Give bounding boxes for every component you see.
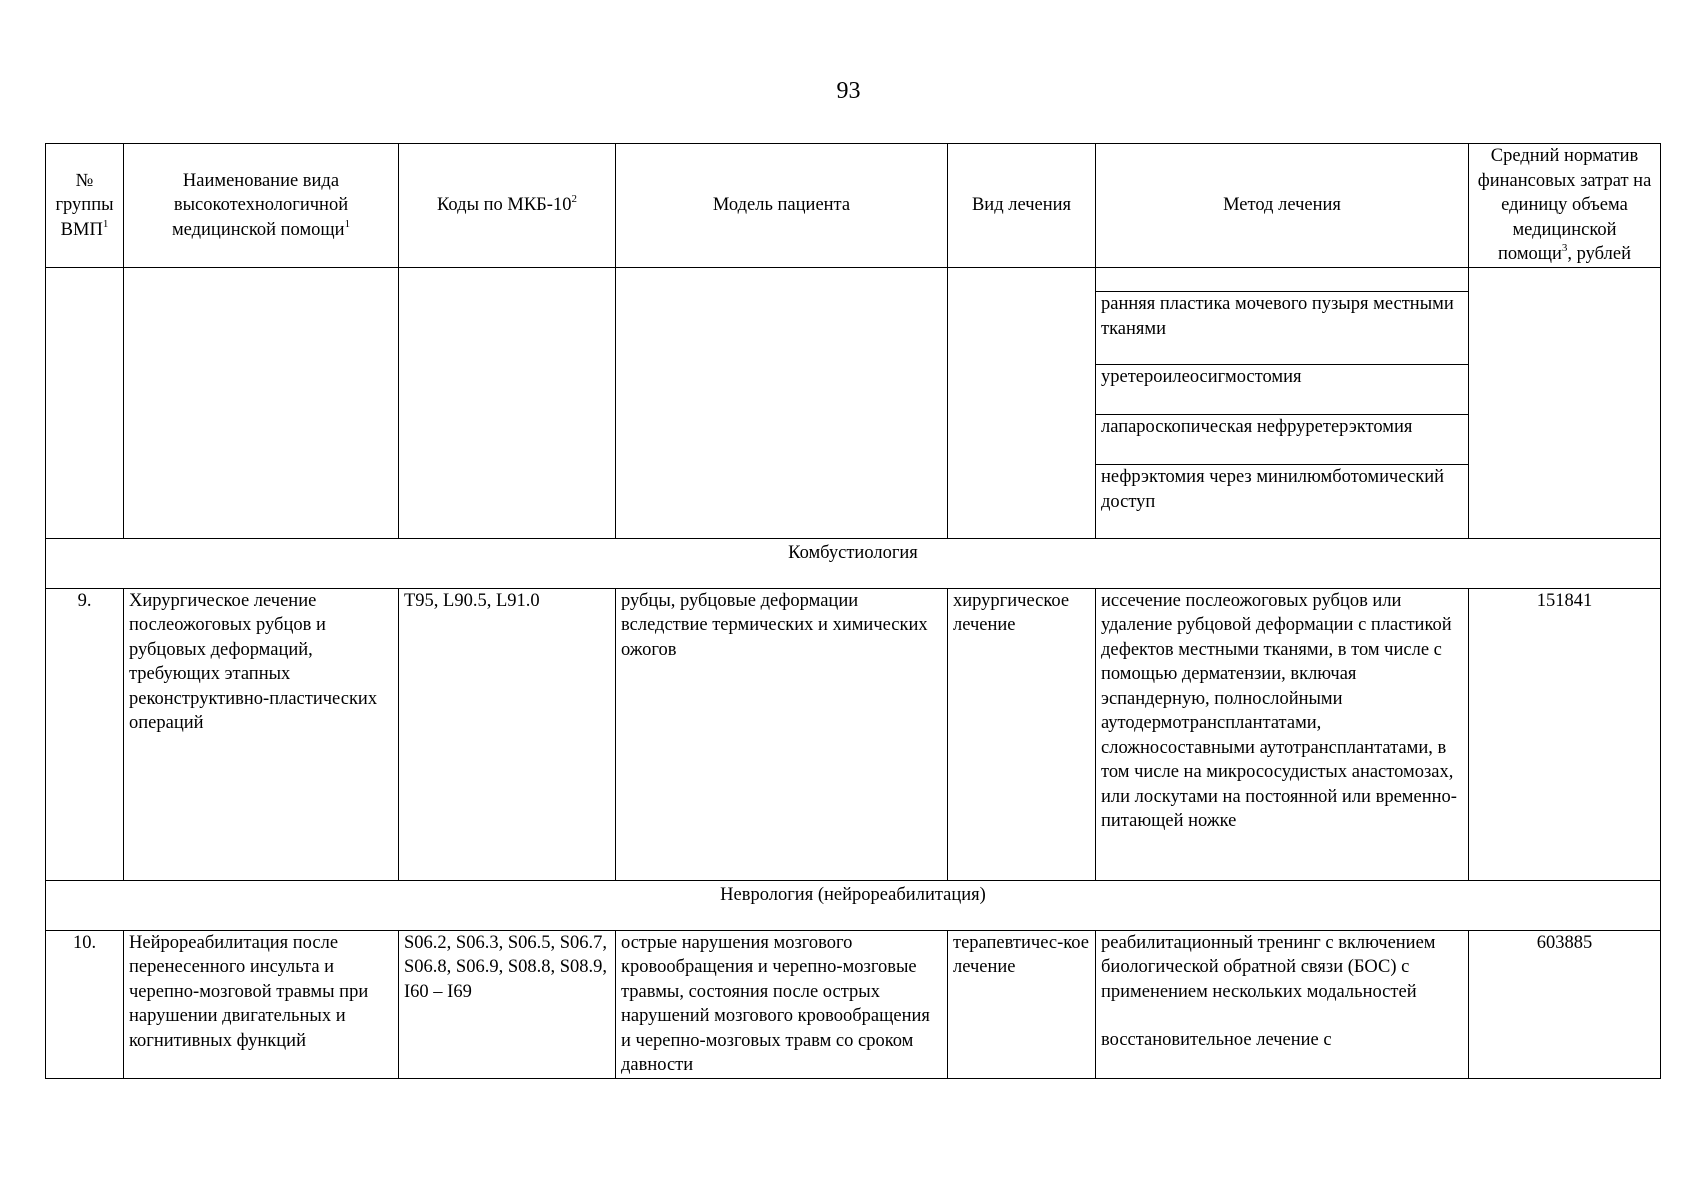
header-row [46,144,1661,268]
method-item: ранняя пластика мочевого пузыря местными тканями [1096,292,1468,365]
method-item: лапароскопическая нефруретерэктомия [1096,415,1468,465]
header-treatment-type: Вид лечения [948,144,1096,268]
row-cost: 151841 [1469,588,1661,880]
section-row [46,880,1661,930]
row-treatment-method: иссечение послеожоговых рубцов или удаление рубцовой деформации с пластикой дефектов местными тканями, в том числе с помощью дерматензии, включая эспандерную, полнослойными аутодермотрансплантатами, сложносоставными аутотрансплантатами, в том числе на микрососудистых анастомозах, или лоскутами на постоянной или временно-питающей ножке [1096,588,1469,880]
row-treatment-type: хирургическое лечение [948,588,1096,880]
row-vmp-name: Хирургическое лечение послеожоговых рубцов и рубцовых деформаций, требующих этапных реконструктивно-пластических операций [124,588,399,880]
header-patient-model: Модель пациента [616,144,948,268]
cell-empty [1469,267,1661,538]
row-treatment-type: терапевтичес-кое лечение [948,930,1096,1078]
method-text: восстановительное лечение с [1101,1030,1332,1050]
row-cost: 603885 [1469,930,1661,1078]
cell-empty [46,267,124,538]
section-title: Неврология (нейрореабилитация) [46,880,1661,930]
header-vmp-name: Наименование вида высокотехнологичной медицинской помощи$^1$ [124,144,399,268]
cell-empty [124,267,399,538]
method-item: нефрэктомия через минилюмботомический доступ [1101,467,1444,512]
section-title: Комбустиология [46,538,1661,588]
cell-empty [399,267,616,538]
continuation-methods-list [1096,268,1468,537]
row-patient-model: рубцы, рубцовые деформации вследствие термических и химических ожогов [616,588,948,880]
row-treatment-method [1096,930,1469,1078]
header-group-no: № группы ВМП$^1$ [46,144,124,268]
method-item: уретероилеосигмостомия [1096,365,1468,415]
row-number: 9. [46,588,124,880]
cell-empty [948,267,1096,538]
row-icd-codes: S06.2, S06.3, S06.5, S06.7, S06.8, S06.9, S08.8, S08.9, I60 – I69 [399,930,616,1078]
header-icd-codes: Коды по МКБ-$10^2$ [399,144,616,268]
table-row [46,930,1661,1078]
page-number: 93 [836,78,861,104]
method-empty [1096,268,1468,292]
section-row [46,538,1661,588]
header-cost-norm: Средний норматив финансовых затрат на единицу объема медицинской помощи$^3$, рублей [1469,144,1661,268]
header-treatment-method: Метод лечения [1096,144,1469,268]
row-patient-model: острые нарушения мозгового кровообращения и черепно-мозговые травмы, состояния после острых нарушений мозгового кровообращения и черепно-мозговых травм со сроком давности [616,930,948,1078]
table-row [46,588,1661,880]
continuation-row [46,267,1661,538]
row-icd-codes: T95, L90.5, L91.0 [399,588,616,880]
cell-empty [616,267,948,538]
row-number: 10. [46,930,124,1078]
method-text: реабилитационный тренинг с включением биологической обратной связи (БОС) с применением нескольких модальностей [1101,932,1436,1002]
continuation-methods-cell [1096,267,1469,538]
vmp-table [45,143,1661,1079]
row-vmp-name: Нейрореабилитация после перенесенного инсульта и черепно-мозговой травмы при нарушении двигательных и когнитивных функций [124,930,399,1078]
